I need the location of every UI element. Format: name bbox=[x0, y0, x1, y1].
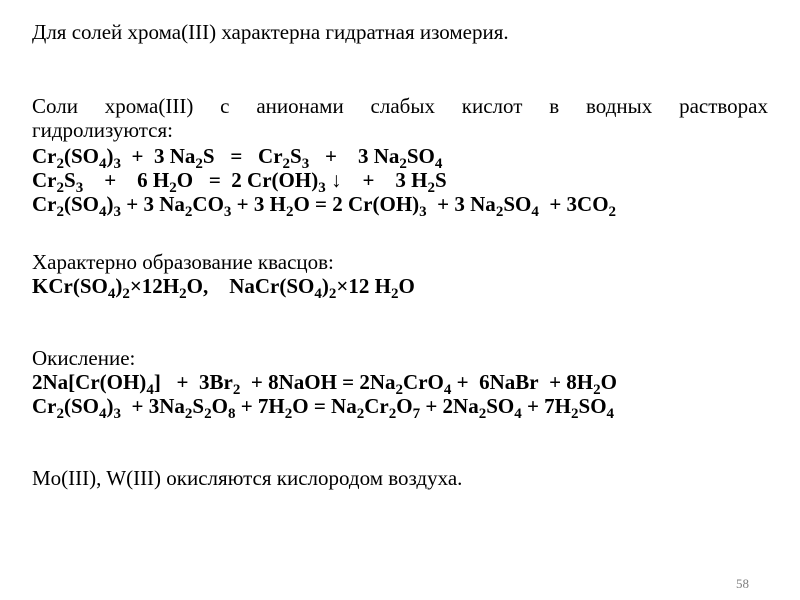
alums-label: Характерно образование квасцов: bbox=[32, 250, 334, 274]
equation-hydrolysis-3: $Cr_2(SO_4)_3 + 3$ $Na_2CO_3 + 3$ $H_2O = 2$ $Cr(OH)_3 + 3$ $Na_2SO_4 + 3CO_2$ bbox=[32, 192, 617, 220]
equation-oxidation-2: $Cr_2(SO_4)_3 + 3Na_2S_2O_8 + 7H_2O = Na_2Cr_2O_7 + 2Na_2SO_4 + 7H_2SO_4$ bbox=[32, 394, 615, 422]
page-number: 58 bbox=[736, 576, 749, 591]
equation-oxidation-1: $2Na[Cr(OH)_4] + 3Br_2$ + 8NaOH = $2Na_2CrO_4$ + 6NaBr + $8H_2O$ bbox=[32, 370, 617, 398]
paragraph-line-1: Соли хрома(III) с анионами слабых кислот в водных растворах bbox=[32, 94, 768, 118]
oxidation-label: Окисление: bbox=[32, 346, 136, 370]
closing-text: Mo(III), W(III) окисляются кислородом воздуха. bbox=[32, 466, 463, 490]
paragraph-line-2: гидролизуются: bbox=[32, 118, 173, 142]
equation-hydrolysis-1: $Cr_2(SO_4)_3 + 3$ $Na_2S = Cr_2S_3$ + 3 $Na_2SO_4$ bbox=[32, 144, 443, 172]
equation-hydrolysis-2: $Cr_2S_3$ + 6 $H_2O = 2$ $Cr(OH)_3$ ↓ + 3 $H_2S$ bbox=[32, 168, 447, 196]
heading-text: Для солей хрома(III) характерна гидратная изомерия. bbox=[32, 20, 509, 44]
alums-formula: $KCr(SO_4)_2\times 12H_2O$, $NaCr(SO_4)_2\times 12$ $H_2O$ bbox=[32, 274, 415, 302]
